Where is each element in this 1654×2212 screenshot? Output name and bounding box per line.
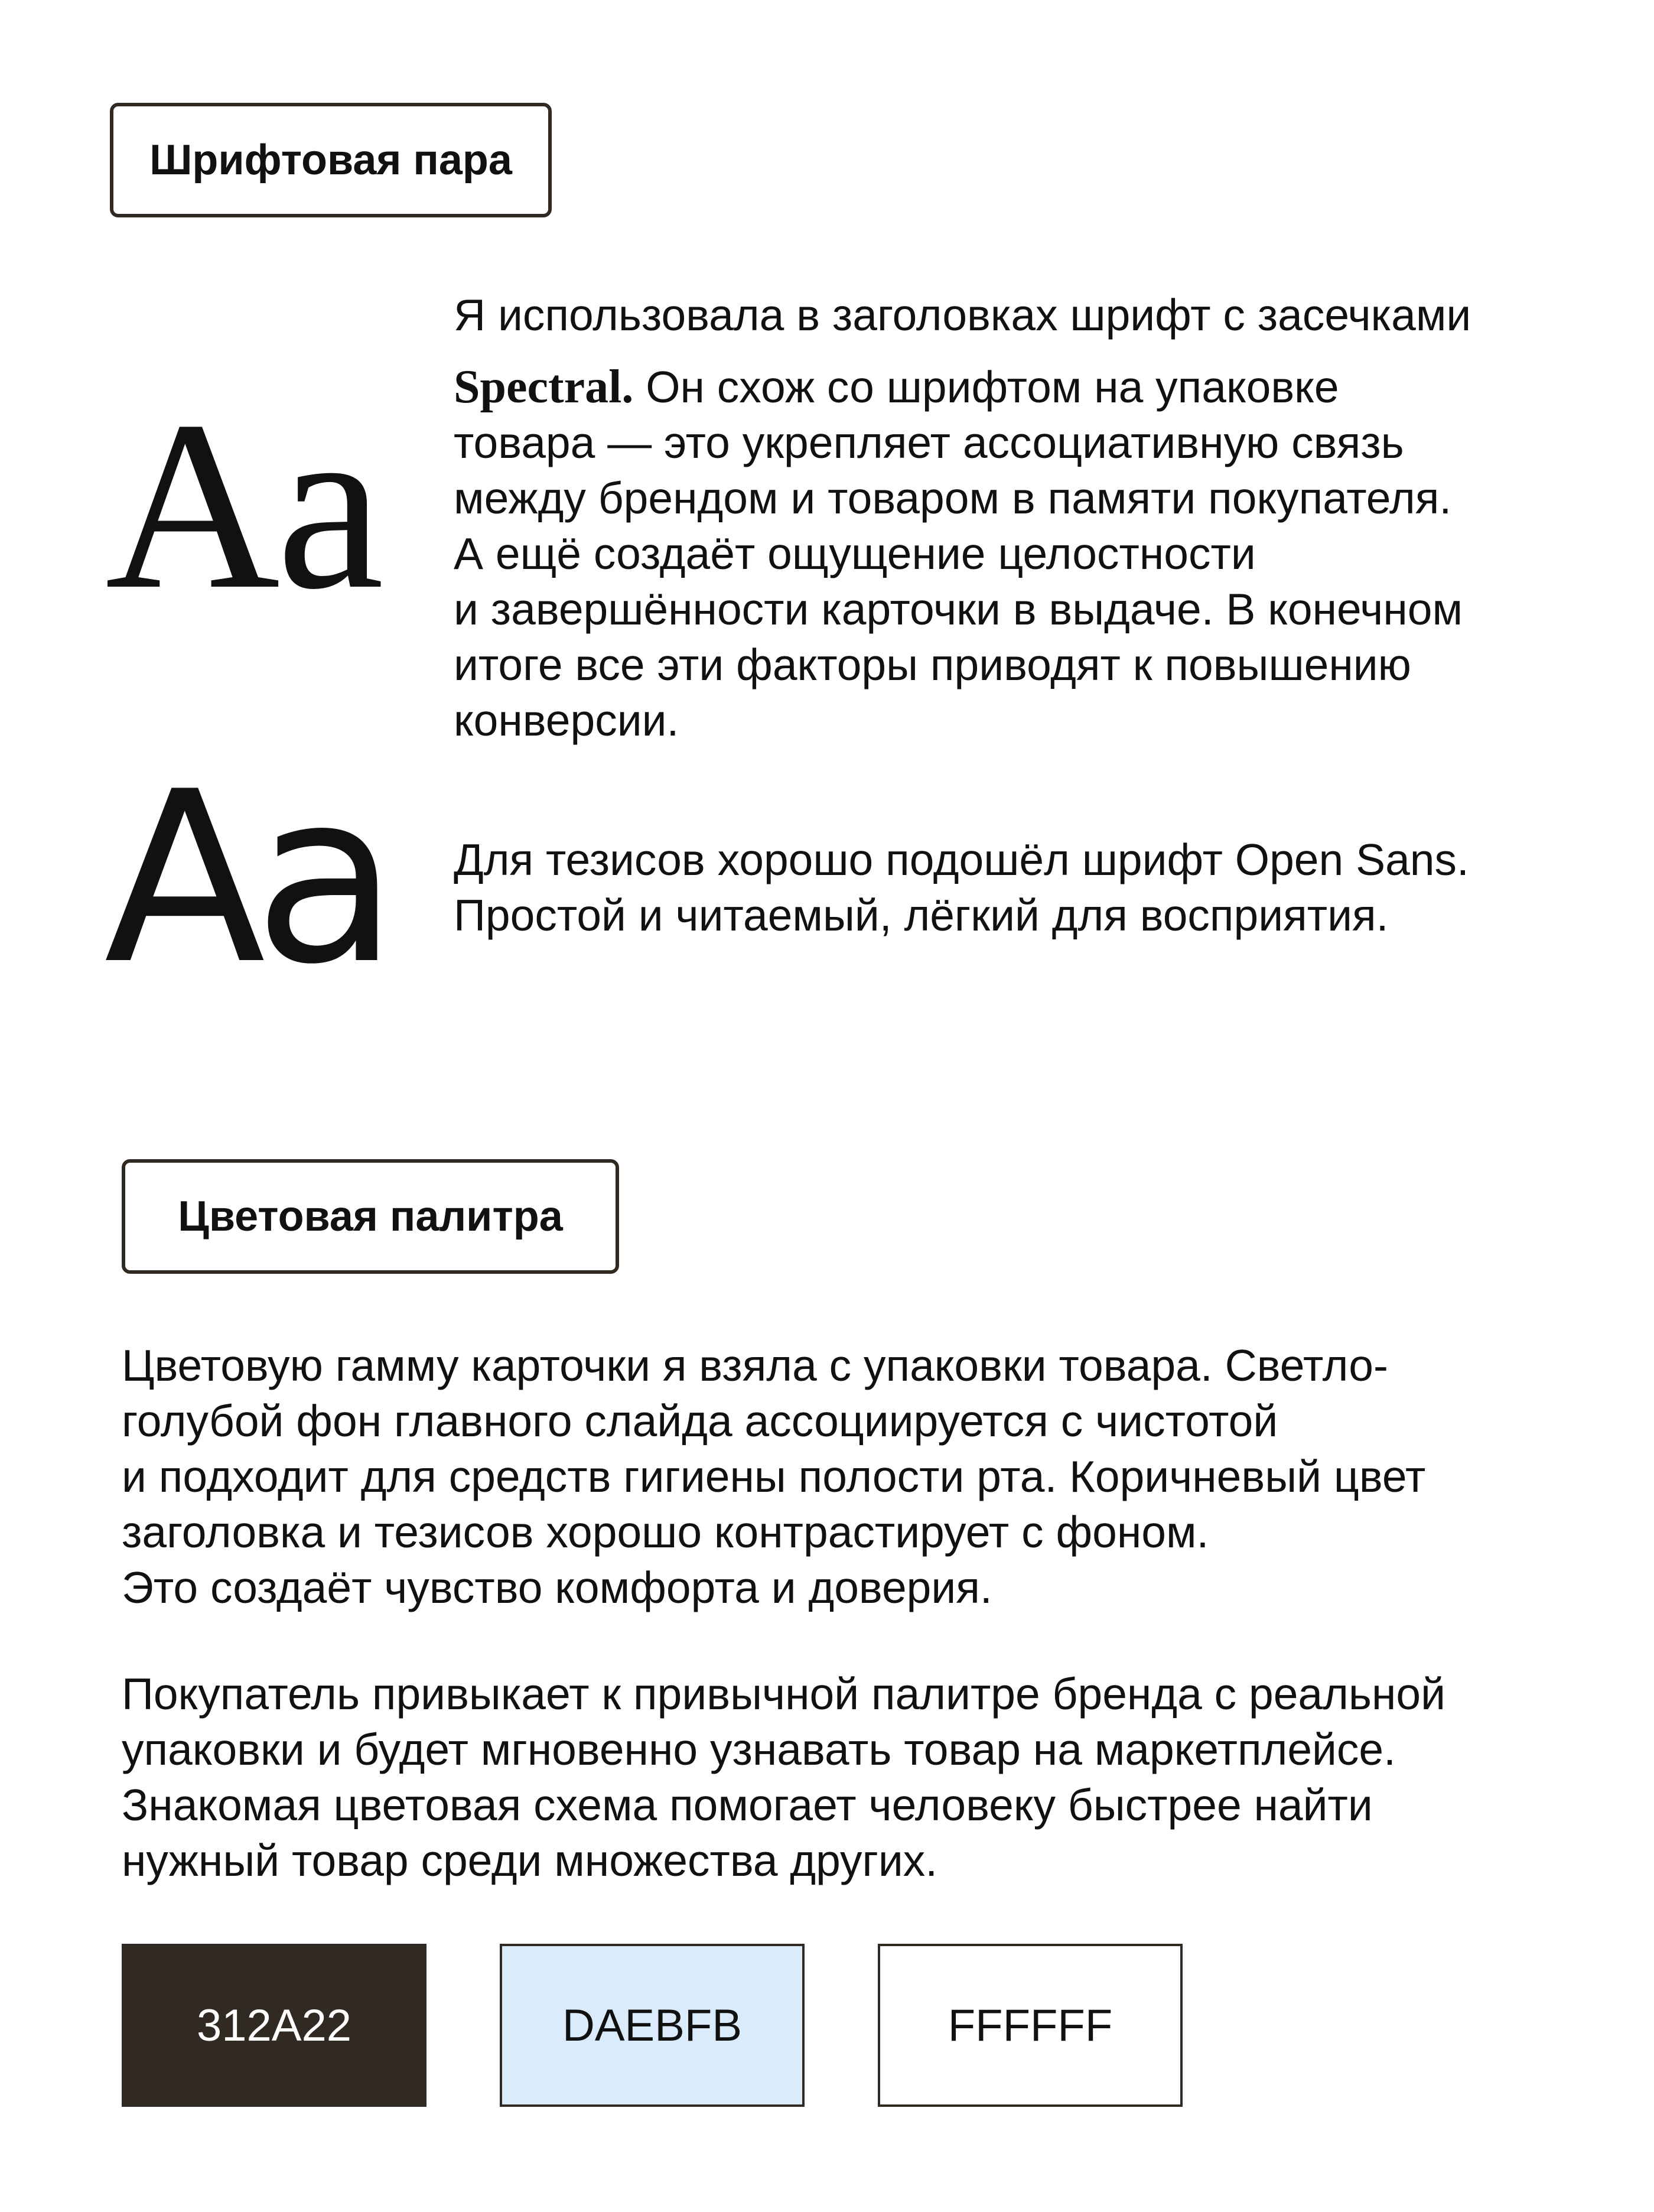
color-swatch-white bbox=[878, 1944, 1183, 2107]
text-line: Знакомая цветовая схема помогает человеку быстрее найти bbox=[122, 1780, 1373, 1830]
serif-font-sample: Aa bbox=[105, 371, 381, 639]
sans-font-sample: Aa bbox=[104, 741, 387, 1016]
text-line: между брендом и товаром в памяти покупателя. bbox=[454, 473, 1452, 523]
palette-description-paragraph-2 bbox=[122, 1666, 1445, 1888]
text-line: Цветовую гамму карточки я взяла с упаковки товара. Светло- bbox=[122, 1341, 1388, 1390]
section-label-color-palette: Цветовая палитра bbox=[122, 1159, 619, 1274]
text-line: нужный товар среди множества других. bbox=[122, 1836, 938, 1885]
text-line: голубой фон главного слайда ассоциируется с чистотой bbox=[122, 1396, 1278, 1446]
text-line: Для тезисов хорошо подошёл шрифт Open Sans. bbox=[454, 835, 1469, 884]
color-swatch-light-blue bbox=[500, 1944, 805, 2107]
text-line: итоге все эти факторы приводят к повышению bbox=[454, 640, 1411, 689]
serif-font-description bbox=[454, 287, 1471, 748]
text-line: и завершённости карточки в выдаче. В конечном bbox=[454, 584, 1463, 634]
swatch-hex-label: FFFFFF bbox=[948, 2000, 1113, 2051]
text-line: заголовка и тезисов хорошо контрастирует с фоном. bbox=[122, 1507, 1209, 1557]
text-line: Покупатель привыкает к привычной палитре бренда с реальной bbox=[122, 1669, 1445, 1719]
text-line: и подходит для средств гигиены полости рта. Коричневый цвет bbox=[122, 1452, 1426, 1501]
text-fragment: Он схож со шрифтом на упаковке bbox=[633, 362, 1339, 412]
text-line: А ещё создаёт ощущение целостности bbox=[454, 529, 1256, 578]
text-line: Я использовала в заголовках шрифт с засечками bbox=[454, 290, 1471, 340]
text-line: Простой и читаемый, лёгкий для восприятия. bbox=[454, 890, 1389, 940]
text-line: Это создаёт чувство комфорта и доверия. bbox=[122, 1563, 992, 1612]
palette-description-paragraph-1 bbox=[122, 1338, 1425, 1615]
text-line: конверсии. bbox=[454, 695, 679, 745]
color-swatch-dark-brown bbox=[122, 1944, 426, 2107]
text-line: товара — это укрепляет ассоциативную связь bbox=[454, 418, 1404, 467]
text-line bbox=[454, 359, 1471, 415]
sans-font-description bbox=[454, 832, 1469, 943]
swatch-hex-label: 312A22 bbox=[196, 2000, 352, 2051]
swatch-hex-label: DAEBFB bbox=[562, 2000, 743, 2051]
spectral-font-name: Spectral. bbox=[454, 361, 634, 413]
section-label-font-pair: Шрифтовая пара bbox=[110, 103, 552, 217]
text-line: упаковки и будет мгновенно узнавать товар на маркетплейсе. bbox=[122, 1725, 1396, 1774]
